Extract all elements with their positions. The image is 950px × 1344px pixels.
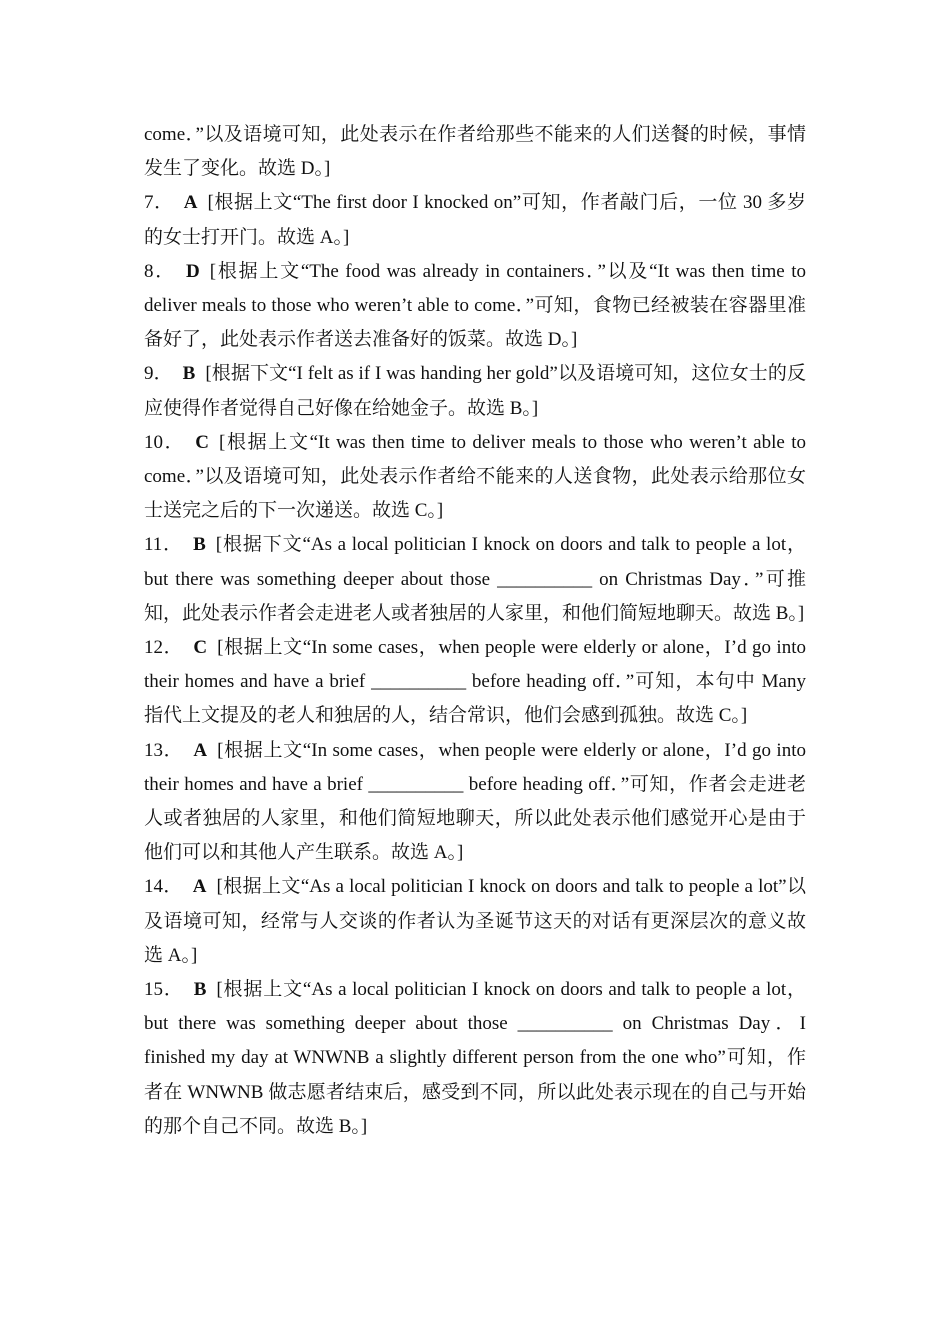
explanation-text: [根据上文“As a local politician I knock on doors and talk to people a lot，but there was something deeper about those __________ on Christmas Day．I finished my day at WNWNB a slightly different person from the one who”可知，作者在 WNWNB 做志愿者结束后，感受到不同，所以此处表示现在的自己与开始的那个自己不同。故选 B。] (144, 979, 806, 1137)
explanation-text: [根据上文“The food was already in containers．”以及“It was then time to deliver meals to those who weren’t able to come．”可知，食物已经被装在容器里准备好了，此处表示作者送去准备好的饭菜。故选 D。] (144, 260, 806, 351)
answer-letter: C (193, 637, 208, 659)
explanation-text: [根据上文“As a local politician I knock on doors and talk to people a lot”以及语境可知，经常与人交谈的作者认为圣诞节这天的对话有更深层次的意义故选 A。] (144, 876, 806, 966)
explanation-paragraph-13 (144, 734, 806, 871)
explanation-paragraph-10 (144, 426, 806, 529)
question-number: 11． (144, 534, 184, 556)
explanation-paragraph-7 (144, 186, 806, 254)
answer-letter: B (193, 534, 206, 556)
explanation-text: [根据上文“The first door I knocked on”可知，作者敲门后，一位 30 多岁的女士打开门。故选 A。] (144, 192, 806, 248)
explanation-text: [根据上文“It was then time to deliver meals to those who weren’t able to come．”以及语境可知，此处表示作者给不能来的人送食物，此处表示给那位女士送完之后的下一次递送。故选 C。] (144, 431, 806, 522)
explanation-text: [根据下文“I felt as if I was handing her gold”以及语境可知，这位女士的反应使得作者觉得自己好像在给她金子。故选 B。] (144, 363, 806, 419)
question-number: 9． (144, 363, 173, 385)
explanation-text: [根据上文“In some cases，when people were elderly or alone，I’d go into their homes and have a brief __________ before heading off．”可知，本句中 Many 指代上文提及的老人和独居的人，结合常识，他们会感到孤独。故选 C。] (144, 637, 806, 727)
question-number: 14． (144, 876, 183, 898)
explanation-text: [根据下文“As a local politician I knock on doors and talk to people a lot，but there was something deeper about those __________ on Christmas Day．”可推知，此处表示作者会走进老人或者独居的人家里，和他们简短地聊天。故选 B。] (144, 534, 806, 624)
question-number: 15． (144, 979, 184, 1001)
question-number: 10． (144, 431, 186, 453)
question-number: 13． (144, 739, 184, 761)
explanation-paragraph-15 (144, 973, 806, 1144)
explanation-paragraph-14 (144, 870, 806, 973)
explanation-text: come．”以及语境可知，此处表示在作者给那些不能来的人们送餐的时候，事情发生了变化。故选 D。] (144, 124, 806, 180)
answer-letter: A (183, 192, 198, 214)
explanation-text: [根据上文“In some cases，when people were elderly or alone，I’d go into their homes and have a brief __________ before heading off．”可知，作者会走进老人或者独居的人家里，和他们简短地聊天，所以此处表示他们感觉开心是由于他们可以和其他人产生联系。故选 A。] (144, 739, 806, 864)
question-number: 7． (144, 192, 174, 214)
question-number: 12． (144, 637, 184, 659)
answer-letter: B (193, 979, 207, 1001)
explanation-paragraph-12 (144, 631, 806, 734)
explanation-paragraph-8 (144, 255, 806, 358)
explanation-paragraph-11 (144, 528, 806, 631)
answer-letter: D (186, 260, 200, 282)
question-number: 8． (144, 260, 177, 282)
answer-letter: B (182, 363, 196, 385)
explanation-paragraph-9 (144, 357, 806, 425)
explanation-paragraph-continued (144, 118, 806, 186)
answer-letter: C (195, 431, 210, 453)
answer-letter: A (192, 876, 207, 898)
answer-explanations (144, 118, 806, 1144)
answer-letter: A (193, 739, 208, 761)
